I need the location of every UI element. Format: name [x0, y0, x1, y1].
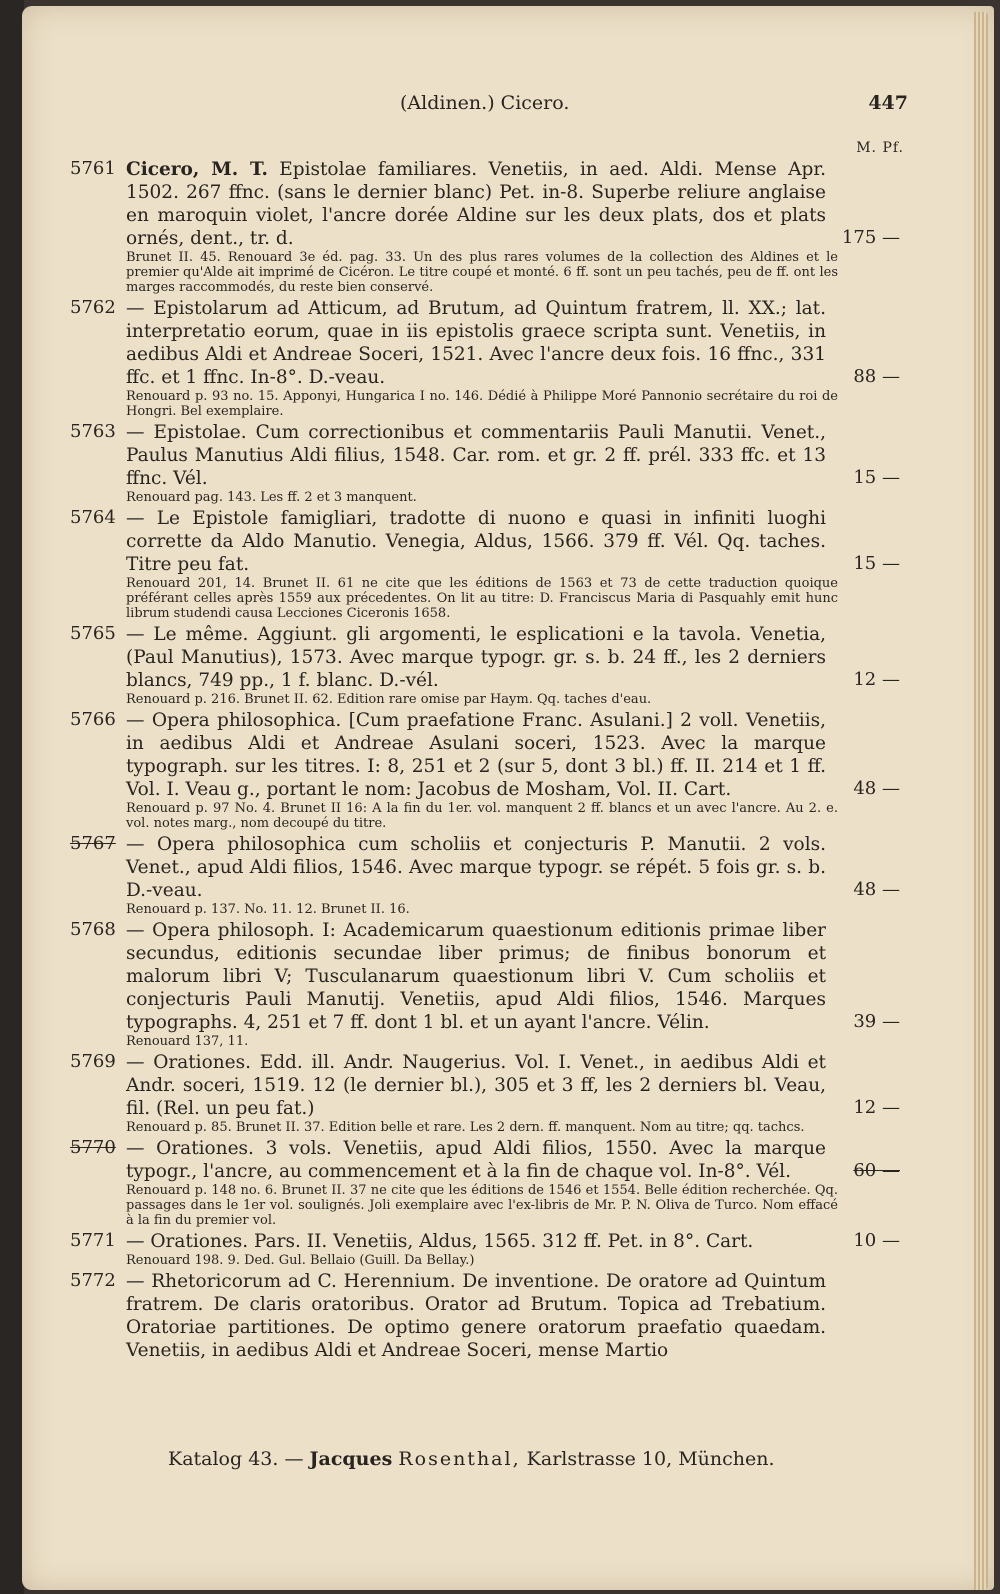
entry-text: — Opera philosoph. I: Academicarum quaestionum editionis primae liber secundus, editionis secundae liber primus; de finibus bonorum et malorum libri V; Tusculanarum quaestionum libri V. Cum scholiis et conjecturis Pauli Manutij. Venetiis, apud Aldi filios, 1546. Marques typographs. 4, 251 et 7 ff. dont 1 bl. et un ayant l'ancre. Vélin. — [126, 920, 826, 1033]
catalog-entry — [70, 1230, 900, 1268]
footer-address: Karlstrasse 10, München. — [526, 1448, 775, 1470]
entry-description — [126, 1137, 826, 1183]
entry-number: 5762 — [70, 297, 116, 318]
header-title: (Aldinen.) Cicero. — [400, 92, 570, 114]
page-footer — [168, 1448, 775, 1470]
entry-note: Renouard p. 216. Brunet II. 62. Edition rare omise par Haym. Qq. taches d'eau. — [126, 692, 652, 707]
entry-number: 5765 — [70, 623, 116, 644]
entry-text: — Epistolarum ad Atticum, ad Brutum, ad Quintum fratrem, ll. XX.; lat. interpretatio eorum, quae in iis epistolis graece scripta sunt. Venetiis, in aedibus Aldi et Andreae Soceri, 1521. Avec l'ancre deux fois. 16 ffnc., 331 ffc. et 1 ffnc. In-8°. D.-veau. — [126, 298, 826, 388]
page-edge — [974, 12, 988, 1590]
entry-description — [126, 421, 826, 490]
entry-note: Renouard pag. 143. Les ff. 2 et 3 manquent. — [126, 490, 417, 505]
entry-number: 5764 — [70, 507, 116, 528]
currency-label: M. Pf. — [856, 140, 904, 156]
catalog-entry — [70, 1051, 900, 1135]
catalog-entry — [70, 1270, 900, 1362]
catalog-entry — [70, 623, 900, 707]
entry-text: Epistolae familiares. Venetiis, in aed. Aldi. Mense Apr. 1502. 267 ffnc. (sans le dernier blanc) Pet. in-8. Superbe reliure anglaise en maroquin violet, l'ancre dorée Aldine sur les deux plats, dos et plats ornés, dent., tr. d. — [126, 159, 827, 249]
entry-description — [126, 297, 826, 389]
entry-text: — Le Epistole famigliari, tradotte di nuono e quasi in infiniti luoghi corrette da Aldo Manutio. Venegia, Aldus, 1566. 379 ff. Vél. Qq. taches. Titre peu fat. — [126, 508, 826, 575]
entry-number: 5766 — [70, 709, 116, 730]
entry-description — [126, 1270, 826, 1362]
entry-price: 175 — — [841, 227, 900, 248]
entry-number: 5769 — [70, 1051, 116, 1072]
entry-number: 5770 — [70, 1137, 116, 1158]
entry-text: — Orationes. Pars. II. Venetiis, Aldus, 1565. 312 ff. Pet. in 8°. Cart. — [126, 1231, 754, 1252]
catalog-entry — [70, 1137, 900, 1228]
entry-number: 5771 — [70, 1230, 116, 1251]
entry-note: Renouard p. 93 no. 15. Apponyi, Hungarica I no. 146. Dédié à Philippe Moré Pannonio secrétaire du roi de Hongri. Bel exemplaire. — [126, 389, 838, 419]
catalog-entries — [70, 158, 900, 1364]
footer-dealer: Jacques — [309, 1448, 393, 1470]
entry-number: 5767 — [70, 833, 116, 854]
entry-text: — Epistolae. Cum correctionibus et commentariis Pauli Manutii. Venet., Paulus Manutius Aldi filius, 1548. Car. rom. et gr. 2 ff. prél. 333 ffc. et 13 ffnc. Vél. — [126, 422, 826, 489]
entry-description — [126, 919, 826, 1034]
entry-text: — Opera philosophica cum scholiis et conjecturis P. Manutii. 2 vols. Venet., apud Aldi filios, 1546. Avec marque typogr. se répét. 5 fois gr. s. b. D.-veau. — [126, 834, 826, 901]
entry-description — [126, 1230, 826, 1253]
book-binding — [0, 0, 24, 1594]
entry-price: 39 — — [853, 1011, 900, 1032]
catalog-entry — [70, 421, 900, 505]
entry-number: 5761 — [70, 158, 116, 179]
entry-number: 5763 — [70, 421, 116, 442]
entry-price: 88 — — [853, 366, 900, 387]
entry-note: Renouard p. 137. No. 11. 12. Brunet II. 16. — [126, 902, 410, 917]
entry-price: 10 — — [853, 1230, 900, 1251]
catalog-entry — [70, 919, 900, 1049]
entry-description — [126, 158, 826, 250]
entry-price: 15 — — [853, 467, 900, 488]
entry-text: — Orationes. Edd. ill. Andr. Naugerius. Vol. I. Venet., in aedibus Aldi et Andr. soceri, 1519. 12 (le dernier bl.), 305 et 3 ff, les 2 derniers bl. Veau, fil. (Rel. un peu fat.) — [126, 1052, 826, 1119]
entry-note: Renouard p. 97 No. 4. Brunet II 16: A la fin du 1er. vol. manquent 2 ff. blancs et un avec l'ancre. Au 2. e. vol. notes marg., nom decoupé du titre. — [126, 801, 838, 831]
entry-price: 15 — — [853, 553, 900, 574]
catalog-entry — [70, 833, 900, 917]
catalog-entry — [70, 709, 900, 831]
entry-text: — Orationes. 3 vols. Venetiis, apud Aldi filios, 1550. Avec la marque typogr., l'ancre, au commencement et à la fin de chaque vol. In-8°. Vél. — [126, 1138, 826, 1182]
entry-description — [126, 709, 826, 801]
entry-number: 5772 — [70, 1270, 116, 1291]
entry-description — [126, 833, 826, 902]
entry-note: Renouard p. 148 no. 6. Brunet II. 37 ne cite que les éditions de 1546 et 1554. Belle édition recherchée. Qq. passages dans le 1er vol. soulignés. Joli exemplaire avec l'ex-libris de Mr. P. N. Oliva de Turco. Nom effacé à la fin du premier vol. — [126, 1183, 838, 1228]
entry-price: 60 — — [853, 1160, 900, 1181]
entry-note: Renouard 137, 11. — [126, 1034, 249, 1049]
entry-note: Renouard p. 85. Brunet II. 37. Edition belle et rare. Les 2 dern. ff. manquent. Nom au titre; qq. tachcs. — [126, 1120, 805, 1135]
footer-catalog: Katalog 43. — — [168, 1448, 304, 1470]
page-number: 447 — [868, 92, 908, 114]
entry-price: 12 — — [853, 669, 900, 690]
entry-description — [126, 507, 826, 576]
entry-description — [126, 1051, 826, 1120]
catalog-entry — [70, 297, 900, 419]
entry-note: Renouard 198. 9. Ded. Gul. Bellaio (Guill. Da Bellay.) — [126, 1253, 475, 1268]
entry-description — [126, 623, 826, 692]
entry-text: — Le même. Aggiunt. gli argomenti, le esplicationi e la tavola. Venetia, (Paul Manutius), 1573. Avec marque typogr. gr. s. b. 24 ff., les 2 derniers blancs, 749 pp., 1 f. blanc. D.-vél. — [126, 624, 826, 691]
footer-name: Rosenthal, — [398, 1448, 521, 1470]
catalog-entry — [70, 158, 900, 295]
catalog-entry — [70, 507, 900, 621]
entry-note: Renouard 201, 14. Brunet II. 61 ne cite que les éditions de 1563 et 73 de cette traduction quoique préférant celles après 1559 aux précedentes. On lit au titre: D. Franciscus Maria di Pasquahly emit hunc librum studendi causa Lecciones Ciceronis 1658. — [126, 576, 838, 621]
entry-number: 5768 — [70, 919, 116, 940]
entry-price: 48 — — [853, 879, 900, 900]
entry-note: Brunet II. 45. Renouard 3e éd. pag. 33. Un des plus rares volumes de la collection des Aldines et le premier qu'Alde ait imprimé de Cicéron. Le titre coupé et monté. 6 ff. sont un peu tachés, peu de ff. ont les marges raccommodés, du reste bien conservé. — [126, 250, 838, 295]
entry-price: 12 — — [853, 1097, 900, 1118]
entry-text: — Opera philosophica. [Cum praefatione Franc. Asulani.] 2 voll. Venetiis, in aedibus Aldi et Andreae Asulani soceri, 1523. Avec la marque typograph. sur les titres. I: 8, 251 et 2 (sur 5, dont 3 bl.) ff. II. 214 et 1 ff. Vol. I. Veau g., portant le nom: Jacobus de Mosham, Vol. II. Cart. — [126, 710, 826, 800]
entry-text: — Rhetoricorum ad C. Herennium. De inventione. De oratore ad Quintum fratrem. De claris oratoribus. Orator ad Brutum. Topica ad Trebatium. Oratoriae partitiones. De optimo genere oratorum praefatio quaedam. Venetiis, in aedibus Aldi et Andreae Soceri, mense Martio — [126, 1271, 826, 1361]
entry-author: Cicero, M. T. — [126, 159, 268, 180]
entry-price: 48 — — [853, 778, 900, 799]
